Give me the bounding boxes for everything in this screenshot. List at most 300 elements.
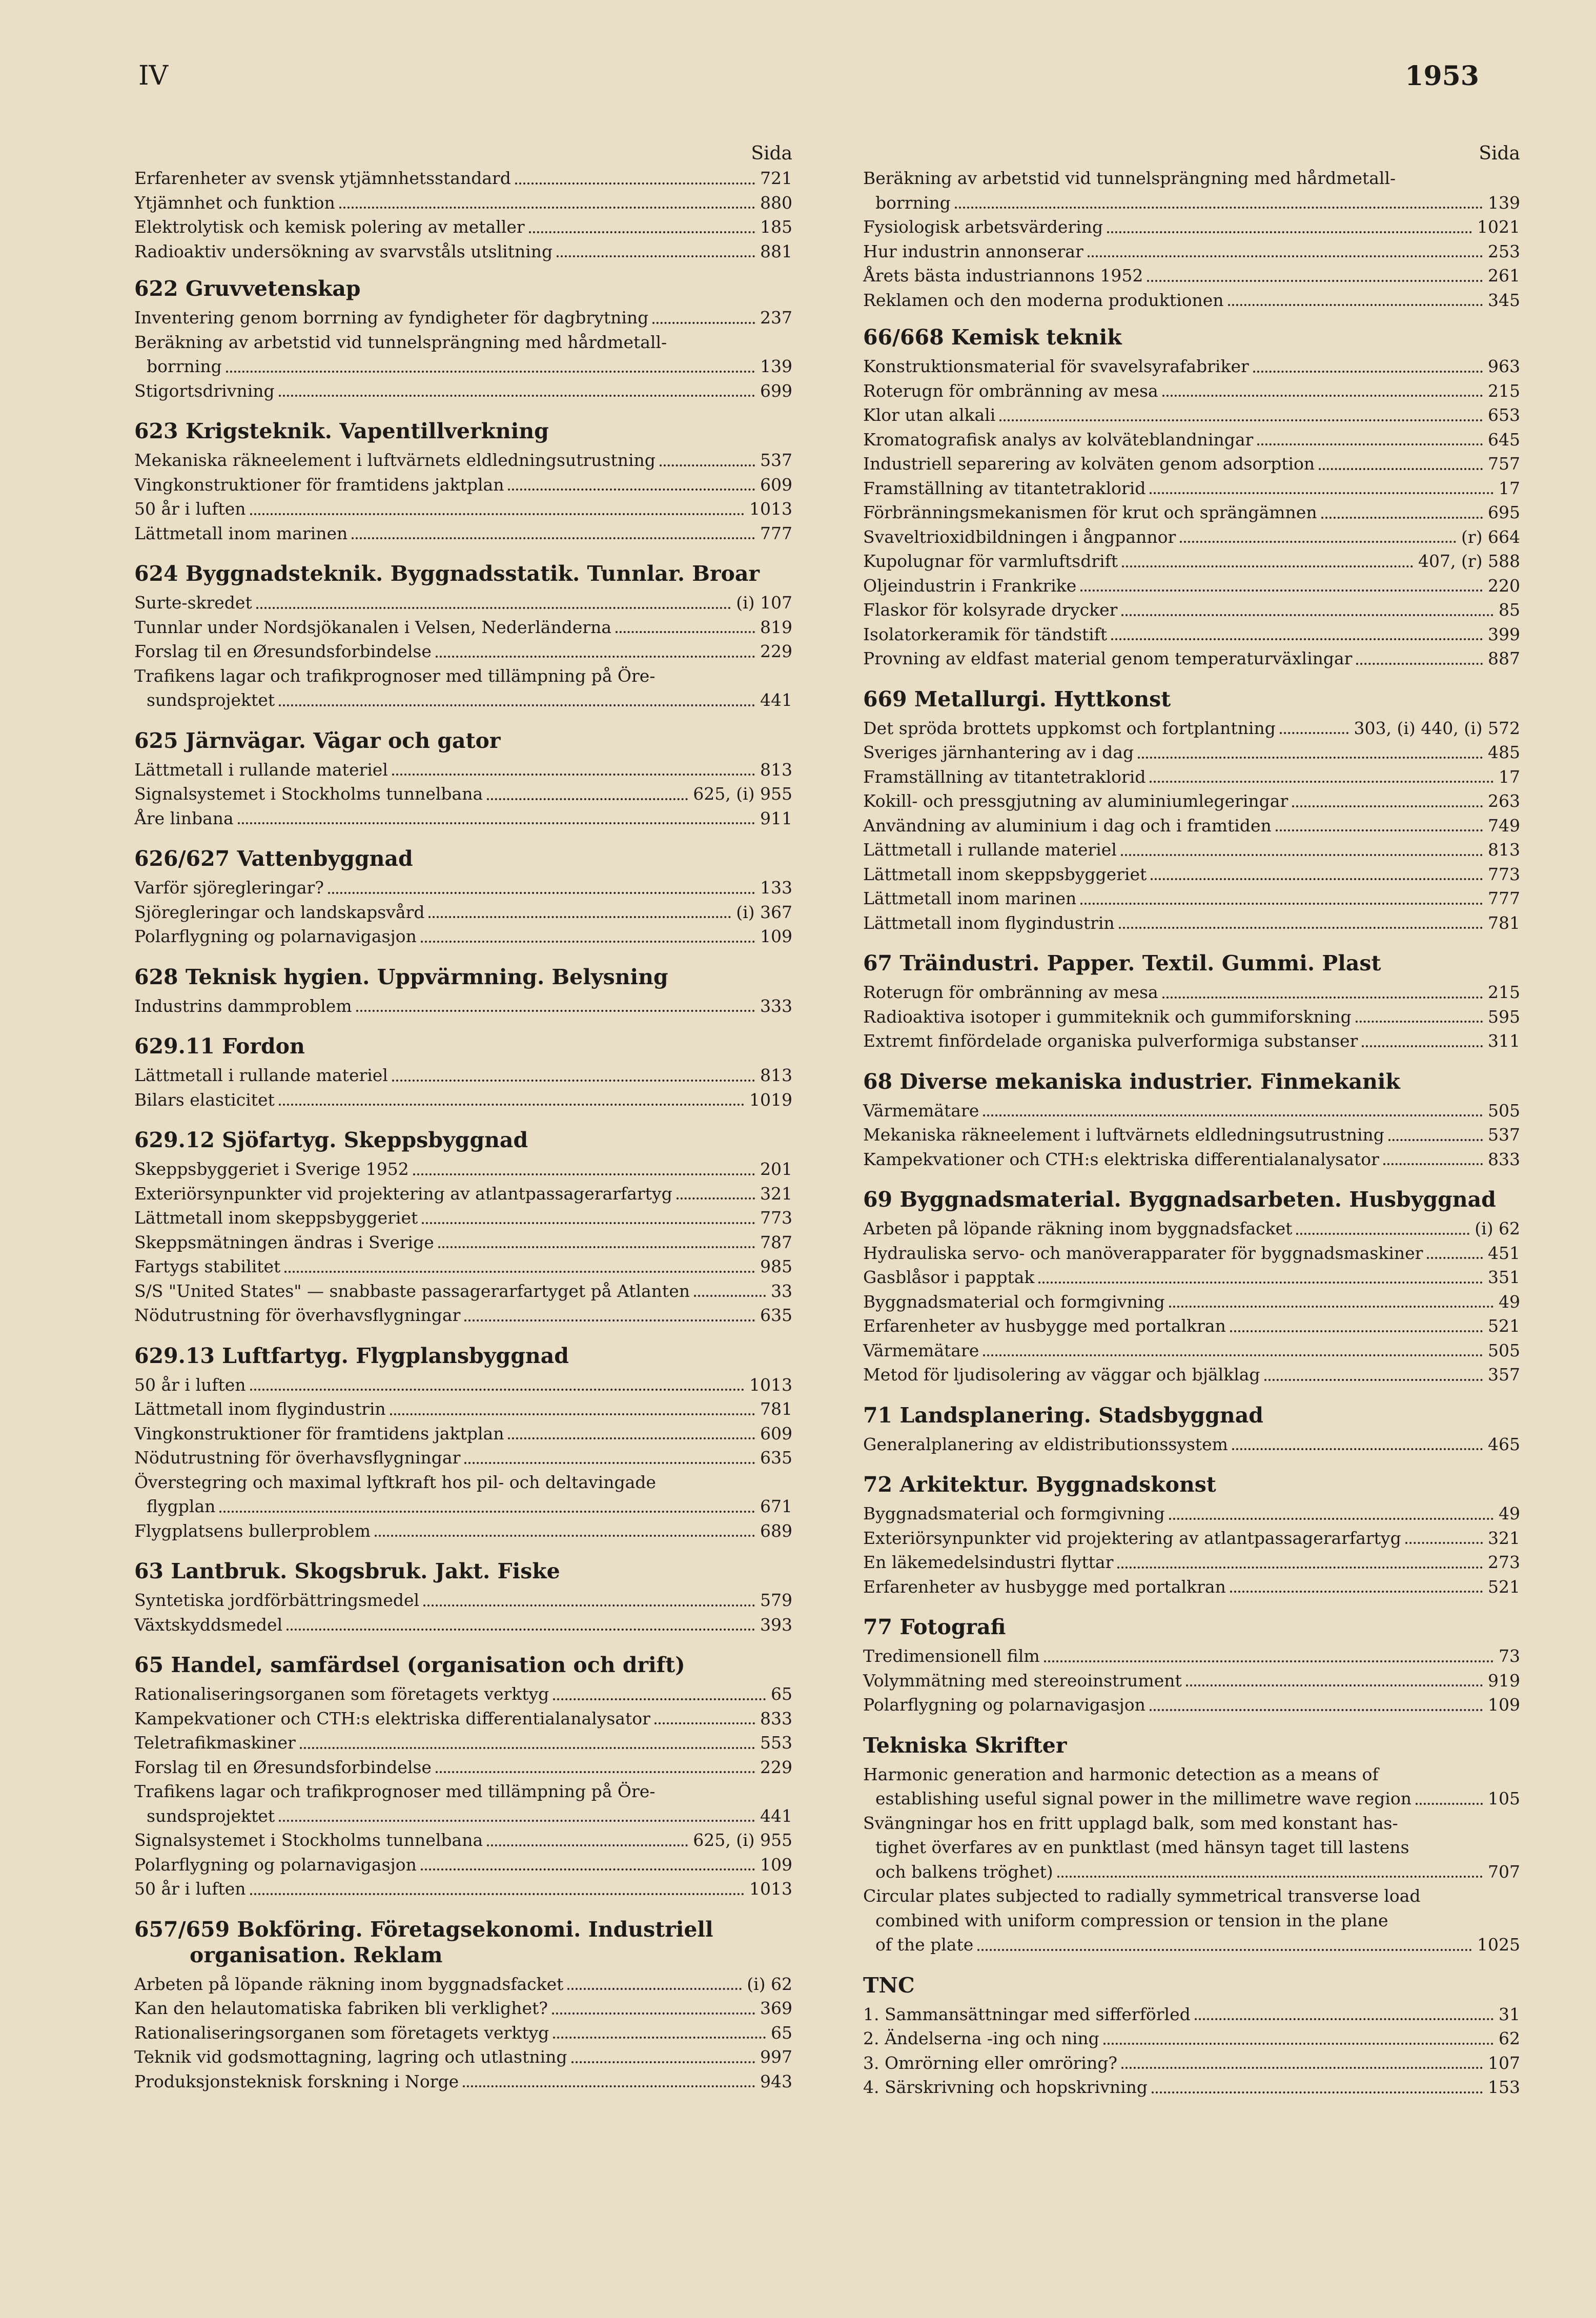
- entry-title: Överstegring och maximal lyftkraft hos pil- och deltavingade: [134, 1472, 656, 1492]
- index-entry: [134, 664, 792, 688]
- index-section: [863, 950, 1520, 1053]
- section-heading-text: 67 Träindustri. Papper. Textil. Gummi. Plast: [863, 951, 1381, 975]
- entry-title: Exteriörsynpunkter vid projektering av atlantpassagerarfartyg: [134, 1183, 672, 1204]
- index-entry: [134, 924, 792, 949]
- index-section: [863, 686, 1520, 936]
- section-heading: [134, 276, 792, 301]
- entry-title: Harmonic generation and harmonic detection as a means of: [863, 1764, 1379, 1784]
- page-number: 109: [1488, 1695, 1520, 1715]
- dot-leader: [436, 656, 755, 658]
- left-intro-list: [134, 166, 792, 263]
- dot-leader: [1038, 1282, 1483, 1284]
- index-entry: [134, 1588, 792, 1613]
- entry-title: Lättmetall i rullande materiel: [134, 1065, 388, 1085]
- section-heading: [134, 846, 792, 871]
- dot-leader: [1103, 2043, 1493, 2045]
- index-entry: [134, 1828, 792, 1853]
- dot-leader: [1186, 1684, 1483, 1686]
- entry-title: Gasblåsor i papptak: [863, 1267, 1035, 1287]
- entry-title: Flygplatsens bullerproblem: [134, 1520, 371, 1541]
- page-number: 813: [1488, 840, 1520, 860]
- index-entry: [863, 1908, 1520, 1933]
- index-entry: [134, 379, 792, 403]
- index-entry: [863, 598, 1520, 622]
- entry-title: Teletrafikmaskiner: [134, 1733, 296, 1753]
- page-number: 943: [760, 2071, 792, 2091]
- sida-label: Sida: [1479, 143, 1520, 164]
- section-heading-text: 69 Byggnadsmaterial. Byggnadsarbeten. Husbyggnad: [863, 1187, 1496, 1212]
- page-number: 220: [1488, 575, 1520, 596]
- dot-leader: [279, 1104, 744, 1106]
- page-number: 833: [760, 1708, 792, 1729]
- index-entry: [134, 1206, 792, 1230]
- index-entry: [863, 549, 1520, 574]
- page-number: 695: [1488, 502, 1520, 522]
- index-section: [134, 1033, 792, 1112]
- page-number: 311: [1488, 1031, 1520, 1051]
- dot-leader: [1280, 732, 1349, 734]
- entry-title: Framställning av titantetraklorid: [863, 766, 1146, 787]
- dot-leader: [1080, 589, 1483, 592]
- index-entry: [863, 239, 1520, 264]
- index-entry: [134, 1804, 792, 1828]
- entry-title: Forslag til en Øresundsforbindelse: [134, 641, 432, 661]
- entry-title: Fysiologisk arbetsvärdering: [863, 217, 1103, 237]
- entry-title: Det spröda brottets uppkomst och fortplantning: [863, 718, 1276, 738]
- page-number: 609: [760, 1423, 792, 1443]
- page-number: 781: [1488, 912, 1520, 933]
- dot-leader: [428, 916, 731, 918]
- entry-title: Erfarenheter av husbygge med portalkran: [863, 1576, 1226, 1597]
- dot-leader: [413, 1173, 755, 1175]
- index-section: [134, 1343, 792, 1543]
- page-number: 321: [1488, 1528, 1520, 1548]
- dot-leader: [1169, 1518, 1493, 1520]
- index-entry: [863, 1123, 1520, 1147]
- entry-title-continuation: borrning: [147, 356, 222, 376]
- page-number: 357: [1488, 1365, 1520, 1385]
- index-entry: [863, 1241, 1520, 1266]
- index-entry: [863, 1550, 1520, 1575]
- entry-title: Syntetiska jordförbättringsmedel: [134, 1590, 420, 1610]
- entry-title: Produksjonsteknisk forskning i Norge: [134, 2071, 459, 2091]
- dot-leader: [557, 255, 755, 257]
- section-heading-text: 669 Metallurgi. Hyttkonst: [863, 686, 1171, 711]
- page-number: 707: [1488, 1861, 1520, 1882]
- index-entry: [134, 1397, 792, 1421]
- page-number: 773: [760, 1208, 792, 1228]
- index-entry: [134, 758, 792, 782]
- entry-title: Lättmetall i rullande materiel: [863, 840, 1117, 860]
- dot-leader: [463, 2085, 755, 2087]
- index-entry: [134, 2045, 792, 2069]
- dot-leader: [515, 182, 755, 185]
- section-heading: [863, 1973, 1520, 1998]
- index-entry: [134, 1779, 792, 1804]
- dot-leader: [1122, 565, 1413, 567]
- entry-title: Varför sjöregleringar?: [134, 878, 324, 898]
- dot-leader: [1162, 395, 1483, 397]
- dot-leader: [652, 322, 755, 324]
- page-number: 881: [760, 241, 792, 261]
- entry-title: Volymmätning med stereoinstrument: [863, 1670, 1182, 1691]
- entry-title: Svaveltrioxidbildningen i ångpannor: [863, 526, 1176, 547]
- page-header: [138, 60, 1479, 101]
- entry-title: Industrins dammproblem: [134, 995, 352, 1016]
- page-number: 49: [1499, 1291, 1520, 1312]
- index-section: [134, 276, 792, 403]
- page-number: 253: [1488, 241, 1520, 261]
- right-sections: [863, 324, 1520, 2100]
- index-entry: [863, 1338, 1520, 1363]
- index-entry: [134, 497, 792, 521]
- entry-title: Arbeten på löpande räkning inom byggnadsfacket: [134, 1974, 564, 1994]
- index-entry: [863, 716, 1520, 741]
- dot-leader: [438, 1246, 755, 1248]
- page-number: 553: [760, 1733, 792, 1753]
- section-heading: [134, 1652, 792, 1678]
- index-entry: [863, 911, 1520, 936]
- dot-leader: [1230, 1591, 1483, 1593]
- entry-title: Sjöregleringar och landskapsvård: [134, 902, 425, 922]
- index-entry: [134, 1494, 792, 1519]
- section-heading: [863, 324, 1520, 350]
- entry-title-continuation: borrning: [875, 192, 951, 213]
- dot-leader: [977, 1949, 1472, 1951]
- dot-leader: [677, 1197, 755, 1199]
- entry-title-continuation: och balkens tröghet): [875, 1861, 1053, 1882]
- dot-leader: [1416, 1803, 1483, 1805]
- page-number: 749: [1488, 815, 1520, 836]
- dot-leader: [390, 1413, 755, 1415]
- page-number: 919: [1488, 1670, 1520, 1691]
- index-entry: [863, 2002, 1520, 2027]
- entry-title: Värmemätare: [863, 1100, 979, 1121]
- index-entry: [134, 994, 792, 1019]
- index-entry: [134, 1706, 792, 1731]
- page-number: (i) 62: [747, 1974, 792, 1994]
- index-entry: [134, 1755, 792, 1780]
- entry-title: Nödutrustning för överhavsflygningar: [134, 1448, 461, 1468]
- section-heading: [134, 1127, 792, 1153]
- sida-label: Sida: [751, 143, 792, 164]
- dot-leader: [328, 892, 755, 894]
- page-number: 773: [1488, 864, 1520, 884]
- section-heading-text: 72 Arkitektur. Byggnadskonst: [863, 1472, 1216, 1497]
- index-entry: [863, 1835, 1520, 1860]
- index-entry: [863, 1314, 1520, 1338]
- entry-title: Lättmetall inom skeppsbyggeriet: [134, 1208, 418, 1228]
- entry-title: Användning av aluminium i dag och i framtiden: [863, 815, 1272, 836]
- entry-title: Kromatografisk analys av kolväteblandningar: [863, 429, 1254, 450]
- entry-title: Hur industrin annonserar: [863, 241, 1083, 261]
- index-entry: [863, 740, 1520, 765]
- entry-title: Roterugn för ombränning av mesa: [863, 380, 1158, 401]
- entry-title: Konstruktionsmaterial för svavelsyrafabriker: [863, 356, 1249, 376]
- index-entry: [134, 1877, 792, 1901]
- entry-title: Lättmetall inom flygindustrin: [863, 912, 1115, 933]
- dot-leader: [660, 464, 755, 466]
- entry-title: Elektrolytisk och kemisk polering av metaller: [134, 217, 525, 237]
- page-number: 441: [760, 690, 792, 710]
- dot-leader: [1150, 781, 1493, 783]
- index-entry: [863, 814, 1520, 838]
- dot-leader: [1111, 638, 1483, 640]
- dot-leader: [1162, 997, 1483, 999]
- entry-title: Byggnadsmaterial och formgivning: [863, 1291, 1165, 1312]
- page-number: 1013: [749, 1879, 792, 1899]
- entry-title: Rationaliseringsorganen som företagets verktyg: [134, 2022, 549, 2043]
- index-section: [134, 846, 792, 949]
- entry-title: Arbeten på löpande räkning inom byggnadsfacket: [863, 1218, 1293, 1238]
- section-heading-text: 77 Fotografi: [863, 1615, 1006, 1639]
- page-number: 17: [1499, 766, 1520, 787]
- dot-leader: [1232, 1448, 1483, 1450]
- page-number: 109: [760, 1854, 792, 1875]
- page-number: 17: [1499, 478, 1520, 498]
- page-number: 880: [760, 192, 792, 213]
- entry-title-continuation: sundsprojektet: [147, 1805, 275, 1826]
- page-number: 263: [1488, 791, 1520, 811]
- section-heading-text: 624 Byggnadsteknik. Byggnadsstatik. Tunnlar. Broar: [134, 561, 760, 586]
- dot-leader: [1151, 878, 1483, 880]
- index-section: [863, 1733, 1520, 1957]
- entry-title: Årets bästa industriannons 1952: [863, 266, 1143, 286]
- section-heading-text: 63 Lantbruk. Skogsbruk. Jakt. Fiske: [134, 1559, 560, 1583]
- section-heading-text: 629.13 Luftfartyg. Flygplansbyggnad: [134, 1343, 569, 1368]
- index-entry: [863, 1501, 1520, 1526]
- dot-leader: [375, 1535, 755, 1537]
- entry-title: Skeppsbyggeriet i Sverige 1952: [134, 1159, 409, 1179]
- section-heading: [134, 728, 792, 754]
- entry-title: Växtskyddsmedel: [134, 1614, 283, 1635]
- entry-title: Fartygs stabilitet: [134, 1256, 281, 1276]
- entry-title: Erfarenheter av husbygge med portalkran: [863, 1316, 1226, 1336]
- page-number: 997: [760, 2047, 792, 2067]
- dot-leader: [983, 1354, 1483, 1356]
- index-entry: [863, 428, 1520, 452]
- section-heading: [863, 1472, 1520, 1497]
- section-heading-text-continuation: organisation. Reklam: [190, 1942, 443, 1967]
- page-number: 345: [1488, 290, 1520, 310]
- index-entry: [863, 191, 1520, 215]
- index-entry: [134, 782, 792, 806]
- page-number: 653: [1488, 405, 1520, 425]
- entry-title: Generalplanering av eldistributionssystem: [863, 1434, 1228, 1454]
- index-entry: [134, 806, 792, 831]
- page-number: 689: [760, 1520, 792, 1541]
- entry-title: Åre linbana: [134, 808, 234, 828]
- entry-title: Beräkning av arbetstid vid tunnelsprängning med hårdmetall-: [863, 168, 1396, 188]
- dot-leader: [279, 1820, 755, 1822]
- entry-title: 3. Omrörning eller omröring?: [863, 2052, 1118, 2073]
- entry-title: Lättmetall inom marinen: [863, 888, 1077, 908]
- page-number: 521: [1488, 1576, 1520, 1597]
- dot-leader: [1405, 1542, 1483, 1544]
- page-number: 609: [760, 474, 792, 495]
- entry-title: Forslag til en Øresundsforbindelse: [134, 1757, 432, 1777]
- entry-title: 50 år i luften: [134, 1879, 246, 1899]
- page-number: 819: [760, 617, 792, 637]
- dot-leader: [1121, 854, 1483, 856]
- page-number: 351: [1488, 1267, 1520, 1287]
- index-section: [863, 324, 1520, 671]
- entry-title: Circular plates subjected to radially symmetrical transverse load: [863, 1886, 1421, 1906]
- section-heading: [863, 1187, 1520, 1212]
- index-section: [134, 1558, 792, 1637]
- dot-leader: [1230, 1330, 1483, 1332]
- dot-leader: [1044, 1660, 1493, 1662]
- dot-leader: [1427, 1257, 1483, 1259]
- page-number: 65: [771, 2022, 792, 2043]
- index-entry: [134, 639, 792, 664]
- index-entry: [863, 1811, 1520, 1836]
- entry-title-continuation: flygplan: [147, 1496, 216, 1516]
- dot-leader: [694, 1295, 766, 1297]
- index-entry: [863, 1147, 1520, 1172]
- index-entry: [134, 1682, 792, 1706]
- page-number: 153: [1488, 2077, 1520, 2097]
- dot-leader: [999, 419, 1483, 421]
- right-intro-list: [863, 166, 1520, 312]
- entry-title: Hydrauliska servo- och manöverapparater för byggnadsmaskiner: [863, 1243, 1423, 1263]
- index-entry: [134, 1279, 792, 1304]
- index-section: [134, 561, 792, 713]
- page-number: 963: [1488, 356, 1520, 376]
- dot-leader: [553, 2037, 766, 2039]
- index-entry: [134, 1303, 792, 1328]
- page-number: 911: [760, 808, 792, 828]
- entry-title: Byggnadsmaterial och formgivning: [863, 1503, 1165, 1523]
- index-entry: [134, 688, 792, 713]
- page-number: 407, (r) 588: [1418, 551, 1520, 571]
- page-number: 237: [760, 308, 792, 328]
- dot-leader: [1319, 468, 1483, 470]
- entry-title: Teknik vid godsmottagning, lagring och utlastning: [134, 2047, 567, 2067]
- left-column: [134, 141, 792, 2256]
- index-entry: [863, 263, 1520, 288]
- page-number: 1013: [749, 1374, 792, 1395]
- index-entry: [863, 1860, 1520, 1884]
- entry-title-continuation: establishing useful signal power in the millimetre wave region: [875, 1788, 1411, 1808]
- dot-leader: [1121, 2067, 1483, 2069]
- index-entry: [134, 191, 792, 215]
- dot-leader: [1117, 1567, 1483, 1569]
- page-number: 105: [1488, 1788, 1520, 1808]
- page-number: 671: [760, 1496, 792, 1516]
- dot-leader: [1169, 1306, 1493, 1308]
- left-sections: [134, 276, 792, 2093]
- page-number: 441: [760, 1805, 792, 1826]
- page-number: 49: [1499, 1503, 1520, 1523]
- dot-leader: [436, 1771, 755, 1773]
- index-entry: [863, 2026, 1520, 2051]
- index-entry: [134, 330, 792, 355]
- page-number: 787: [760, 1232, 792, 1252]
- index-entry: [863, 1363, 1520, 1387]
- dot-leader: [529, 231, 755, 233]
- section-heading-text: 65 Handel, samfärdsel (organisation och drift): [134, 1653, 685, 1677]
- dot-leader: [983, 1114, 1483, 1116]
- dot-leader: [1276, 829, 1483, 831]
- page-number: 465: [1488, 1434, 1520, 1454]
- dot-leader: [567, 1988, 742, 1990]
- entry-title: Erfarenheter av svensk ytjämnhetsstandard: [134, 168, 511, 188]
- page-number: 1025: [1477, 1935, 1520, 1955]
- page-number: 721: [760, 168, 792, 188]
- entry-title: Beräkning av arbetstid vid tunnelsprängning med hårdmetall-: [134, 332, 667, 352]
- dot-leader: [238, 822, 755, 824]
- page-number: 781: [760, 1399, 792, 1419]
- section-heading-text: 71 Landsplanering. Stadsbyggnad: [863, 1402, 1263, 1428]
- dot-leader: [279, 704, 755, 706]
- dot-leader: [654, 1722, 755, 1724]
- dot-leader: [1356, 1021, 1483, 1023]
- dot-leader: [250, 513, 744, 515]
- index-entry: [134, 215, 792, 239]
- page-number: 229: [760, 641, 792, 661]
- dot-leader: [552, 2012, 755, 2015]
- section-heading-text: 68 Diverse mekaniska industrier. Finmekanik: [863, 1069, 1400, 1094]
- page-number: 215: [1488, 380, 1520, 401]
- page-roman-numeral: IV: [138, 60, 169, 91]
- index-entry: [863, 1669, 1520, 1693]
- section-heading: [134, 1917, 792, 1968]
- page-number: 451: [1488, 1243, 1520, 1263]
- index-entry: [134, 1446, 792, 1470]
- index-section: [863, 1069, 1520, 1172]
- page-number: 537: [760, 450, 792, 470]
- entry-title: Kampekvationer och CTH:s elektriska differentialanalysator: [863, 1149, 1379, 1169]
- page-number: 139: [760, 356, 792, 376]
- index-entry: [863, 525, 1520, 550]
- dot-leader: [1138, 757, 1483, 759]
- index-entry: [134, 1519, 792, 1543]
- index-entry: [134, 900, 792, 925]
- index-entry: [134, 2069, 792, 2094]
- page-number: 229: [760, 1757, 792, 1777]
- dot-leader: [1228, 304, 1483, 306]
- index-entry: [134, 1254, 792, 1279]
- page-number: 635: [760, 1305, 792, 1325]
- dot-leader: [1356, 663, 1483, 665]
- entry-title: Lättmetall inom skeppsbyggeriet: [863, 864, 1147, 884]
- entry-title: Svängningar hos en fritt upplagd balk, som med konstant has-: [863, 1813, 1398, 1833]
- entry-title: 4. Särskrivning och hopskrivning: [863, 2077, 1148, 2097]
- page-number: 303, (i) 440, (i) 572: [1354, 718, 1520, 738]
- dot-leader: [250, 1389, 744, 1391]
- index-entry: [863, 1575, 1520, 1599]
- page-number: 133: [760, 878, 792, 898]
- dot-leader: [1180, 541, 1456, 543]
- page-number: 333: [760, 995, 792, 1016]
- index-entry: [134, 1421, 792, 1446]
- index-section: [134, 728, 792, 831]
- page-number: 505: [1488, 1340, 1520, 1360]
- page-number: 813: [760, 759, 792, 780]
- dot-leader: [250, 1893, 744, 1895]
- entry-title: Industriell separering av kolväten genom adsorption: [863, 454, 1315, 474]
- page-number: (i) 62: [1475, 1218, 1520, 1238]
- index-entry: [134, 591, 792, 615]
- index-entry: [134, 1157, 792, 1182]
- index-entry: [134, 354, 792, 379]
- page-number: 579: [760, 1590, 792, 1610]
- index-entry: [134, 1063, 792, 1088]
- index-section: [863, 1973, 1520, 2100]
- page-number: 261: [1488, 266, 1520, 286]
- index-entry: [863, 2051, 1520, 2076]
